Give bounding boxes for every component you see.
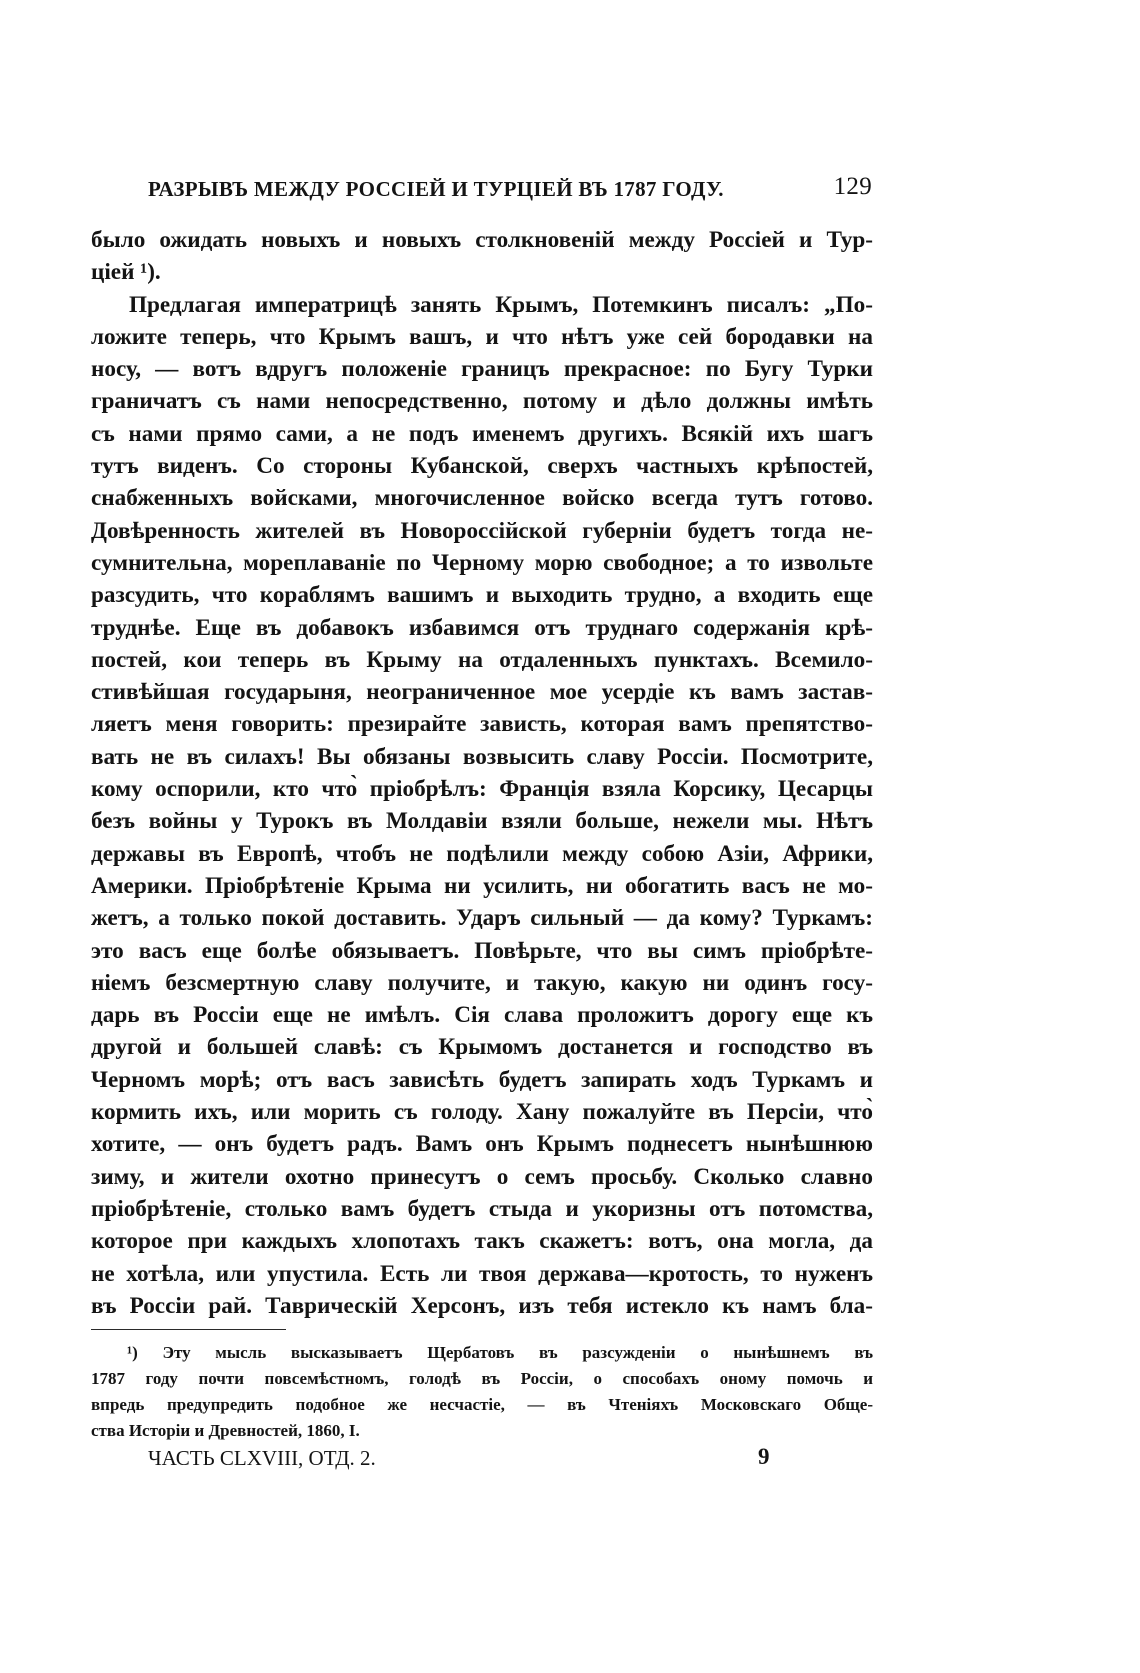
text-line: дарь въ Россіи еще не имѣлъ. Сія слава проложитъ дорогу еще къ <box>91 1002 873 1029</box>
text-line: другой и большей славѣ: съ Крымомъ достанется и господство въ <box>91 1034 873 1061</box>
text-line: которое при каждыхъ хлопотахъ такъ скажетъ: вотъ, она могла, да <box>91 1228 873 1255</box>
text-line: Довѣренность жителей въ Новороссійской губерніи будетъ тогда не- <box>91 517 873 544</box>
text-line: вать не въ силахъ! Вы обязаны возвысить славу Россіи. Посмотрите, <box>91 743 873 770</box>
text-line: кормить ихъ, или морить съ голоду. Хану пожалуйте въ Персіи, что̀ <box>91 1099 873 1126</box>
footnote-divider <box>91 1329 286 1330</box>
text-line: зиму, и жители охотно принесутъ о семъ просьбу. Сколько славно <box>91 1163 873 1190</box>
text-line: хотите, — онъ будетъ радъ. Вамъ онъ Крымъ поднесетъ нынѣшнюю <box>91 1131 873 1158</box>
text-line: было ожидать новыхъ и новыхъ столкновеній между Россіей и Тур- <box>91 227 873 253</box>
text-line: безъ войны у Турокъ въ Молдавіи взяли больше, нежели мы. Нѣтъ <box>91 808 873 835</box>
volume-part-label: ЧАСТЬ CLXVIII, ОТД. 2. <box>148 1446 376 1470</box>
footnote-line: впредь предупредить подобное же несчастіе, — въ Чтеніяхъ Московскаго Обще- <box>91 1395 873 1414</box>
footnote-line: ¹) Эту мысль высказываетъ Щербатовъ въ разсужденіи о нынѣшнемъ въ <box>127 1343 873 1362</box>
text-line: сумнительна, мореплаваніе по Черному морю свободное; а то извольте <box>91 549 873 576</box>
text-line: ляетъ меня говорить: презирайте зависть, которая вамъ препятство- <box>91 711 873 738</box>
text-line: жетъ, а только покой доставить. Ударъ сильный — да кому? Туркамъ: <box>91 905 873 932</box>
body-text <box>91 224 873 1322</box>
text-line: въ Россіи рай. Таврическій Херсонъ, изъ тебя истекло къ намъ бла- <box>91 1292 873 1319</box>
text-line: стивѣйшая государыня, неограниченное мое усердіе къ вамъ застав- <box>91 679 873 706</box>
text-line: постей, кои теперь въ Крыму на отдаленныхъ пунктахъ. Всемило- <box>91 646 873 673</box>
footnote-line: 1787 году почти повсемѣстномъ, голодѣ въ Россіи, о способахъ оному помочь и <box>91 1369 873 1388</box>
text-line: разсудить, что кораблямъ вашимъ и выходить трудно, а входить еще <box>91 582 873 609</box>
text-line: ложите теперь, что Крымъ вашъ, и что нѣтъ уже сей бородавки на <box>91 323 873 350</box>
printer-signature <box>148 1444 872 1476</box>
footnote-line: ства Исторіи и Древностей, 1860, I. <box>91 1421 360 1440</box>
text-line: ніемъ безсмертную славу получите, и такую, какую ни одинъ госу- <box>91 969 873 996</box>
text-line: тутъ виденъ. Со стороны Кубанской, сверхъ частныхъ крѣпостей, <box>91 453 873 480</box>
running-head-title: РАЗРЫВЪ МЕЖДУ РОССІЕЙ И ТУРЦІЕЙ ВЪ 1787 ГОДУ. <box>148 177 724 201</box>
text-line: труднѣе. Еще въ добавокъ избавимся отъ труднаго содержанія крѣ- <box>91 614 873 641</box>
footnote <box>91 1340 873 1444</box>
page-number: 129 <box>833 173 872 200</box>
text-line: ціей ¹). <box>91 259 161 286</box>
running-head <box>148 173 872 207</box>
text-line: державы въ Европѣ, чтобъ не подѣлили между собою Азіи, Африки, <box>91 840 873 867</box>
text-line: граничатъ съ нами непосредственно, потому и дѣло должны имѣть <box>91 388 873 415</box>
text-line: съ нами прямо сами, а не подъ именемъ другихъ. Всякій ихъ шагъ <box>91 420 873 447</box>
text-line: носу, — вотъ вдругъ положеніе границъ прекрасное: по Бугу Турки <box>91 356 873 383</box>
text-line: это васъ еще болѣе обязываетъ. Повѣрьте, что вы симъ пріобрѣте- <box>91 937 873 964</box>
text-line: кому оспорили, кто что̀ пріобрѣлъ: Франція взяла Корсику, Цесарцы <box>91 776 873 803</box>
text-line: Черномъ морѣ; отъ васъ зависѣть будетъ запирать ходъ Туркамъ и <box>91 1066 873 1093</box>
text-line: Америки. Пріобрѣтеніе Крыма ни усилить, ни обогатить васъ не мо- <box>91 872 873 899</box>
text-line: снабженныхъ войсками, многочисленное войско всегда тутъ готово. <box>91 485 873 512</box>
sheet-number: 9 <box>758 1444 770 1469</box>
text-line: Предлагая императрицѣ занять Крымъ, Потемкинъ писалъ: „По- <box>129 291 873 318</box>
text-line: пріобрѣтеніе, столько вамъ будетъ стыда и укоризны отъ потомства, <box>91 1195 873 1222</box>
text-line: не хотѣла, или упустила. Есть ли твоя держава—кротость, то нуженъ <box>91 1260 873 1287</box>
